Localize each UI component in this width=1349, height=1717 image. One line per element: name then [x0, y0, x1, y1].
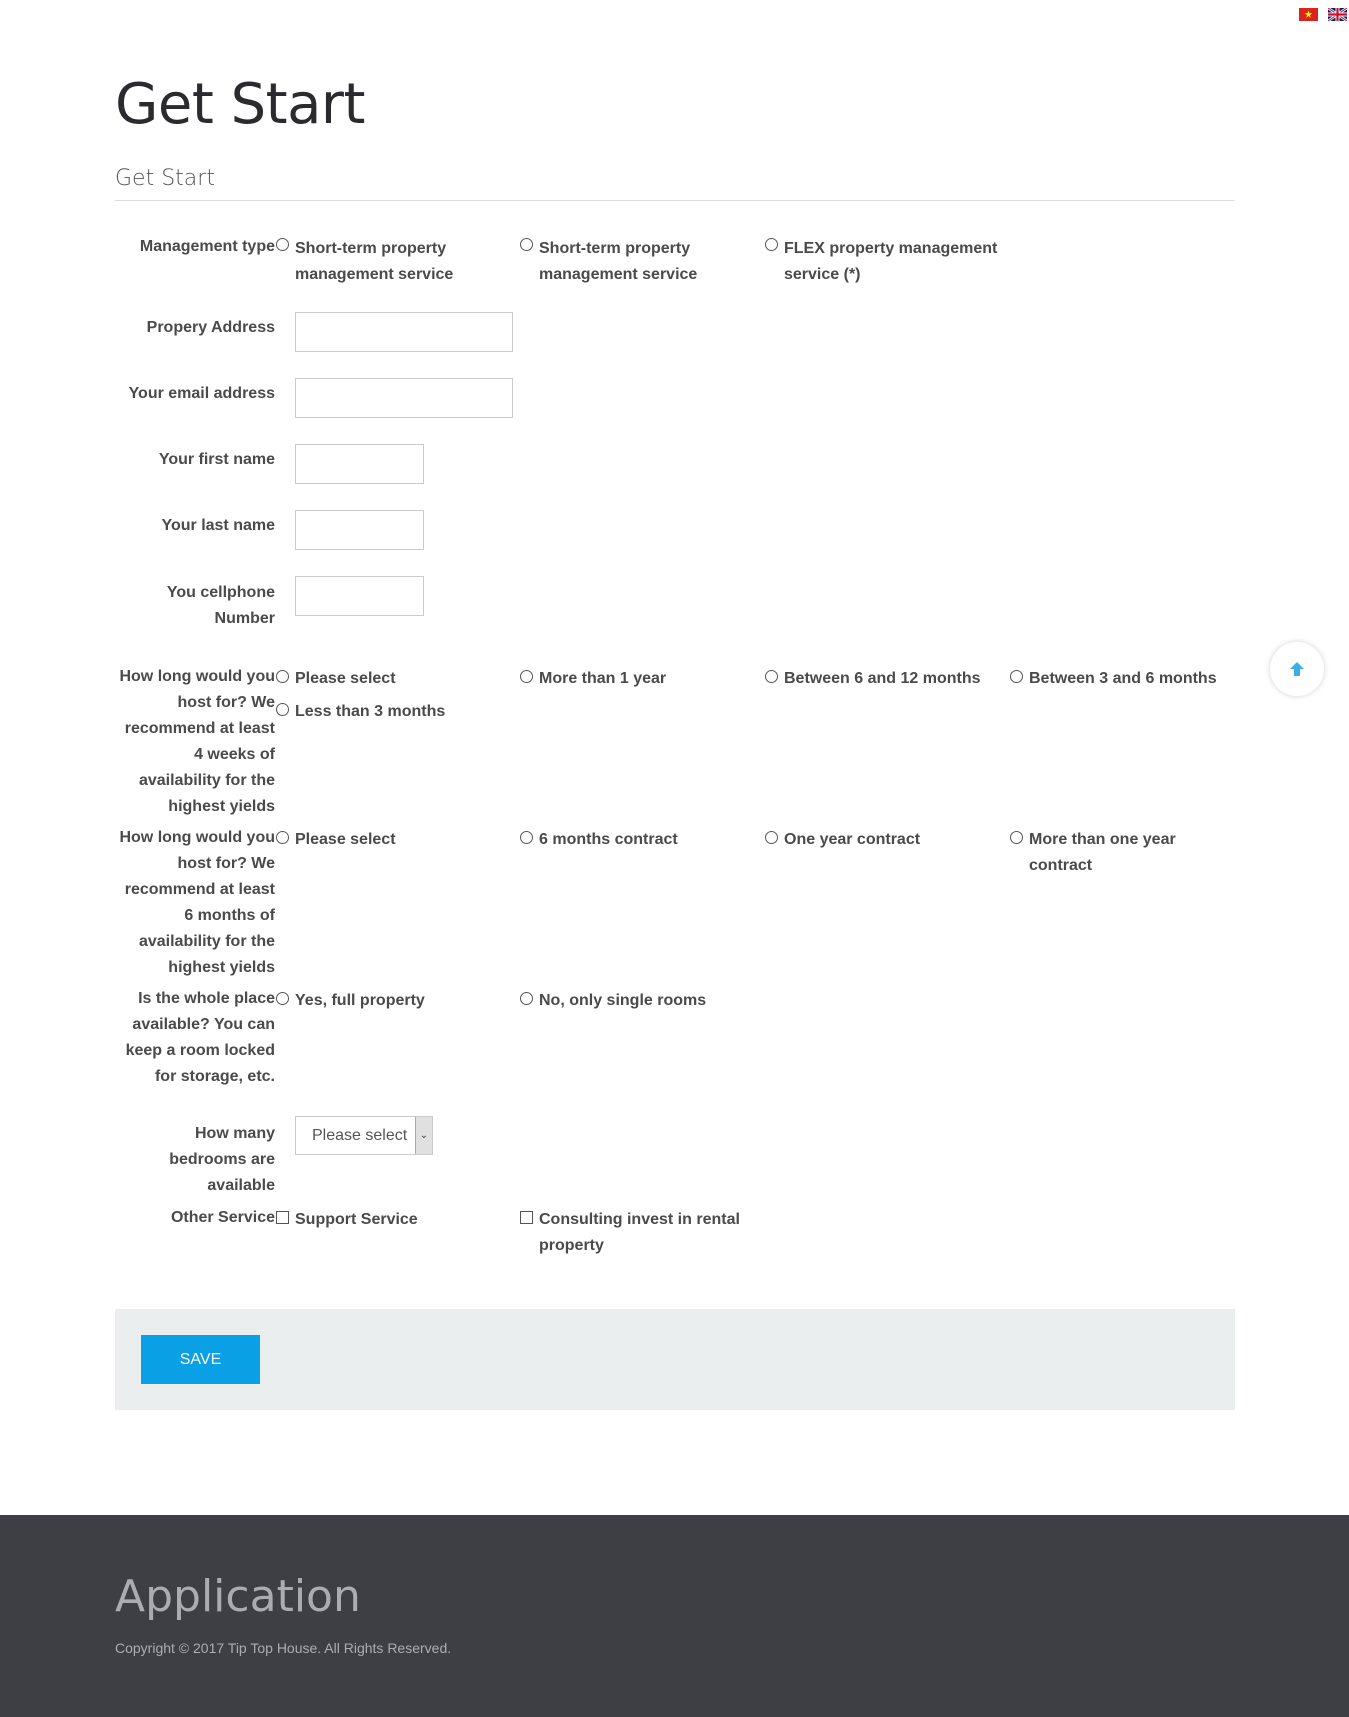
bedrooms-label: How many bedrooms are available — [169, 1125, 275, 1194]
host-short-option-3: Between 6 and 12 months — [784, 670, 981, 687]
footer — [0, 1515, 1349, 1717]
host-short-radio-2[interactable] — [520, 670, 533, 683]
host-short-radio-3[interactable] — [765, 670, 778, 683]
scroll-to-top-button[interactable] — [1270, 642, 1324, 696]
whole-place-radio-1[interactable] — [276, 992, 289, 1005]
first-name-label: Your first name — [158, 451, 275, 468]
vietnam-flag-icon[interactable] — [1299, 8, 1318, 21]
save-button[interactable]: SAVE — [141, 1335, 260, 1384]
management-type-option-3: FLEX property management service (*) — [784, 240, 998, 283]
bedrooms-select-value: Please select — [312, 1127, 408, 1144]
last-name-label: Your last name — [161, 517, 275, 534]
page-title: Get Start — [115, 72, 365, 137]
other-service-option-2: Consulting invest in rental property — [539, 1211, 740, 1254]
host-long-radio-1[interactable] — [276, 831, 289, 844]
management-type-option-2: Short-term property management service — [539, 240, 698, 283]
host-short-option-2: More than 1 year — [539, 670, 667, 687]
other-service-label: Other Service — [170, 1209, 275, 1226]
footer-copyright: Copyright © 2017 Tip Top House. All Rights Reserved. — [115, 1640, 452, 1656]
host-long-option-2: 6 months contract — [539, 831, 678, 848]
host-short-radio-1[interactable] — [276, 670, 289, 683]
host-long-option-4: More than one year contract — [1029, 831, 1176, 874]
whole-place-radio-2[interactable] — [520, 992, 533, 1005]
last-name-input[interactable] — [295, 510, 424, 550]
host-short-radio-5[interactable] — [276, 703, 289, 716]
first-name-input[interactable] — [295, 444, 424, 484]
management-type-radio-2[interactable] — [520, 238, 533, 251]
management-type-radio-1[interactable] — [276, 238, 289, 251]
footer-title: Application — [115, 1571, 361, 1622]
section-divider — [115, 200, 1235, 201]
host-short-option-5: Less than 3 months — [295, 703, 446, 720]
email-label: Your email address — [128, 385, 275, 402]
host-long-option-3: One year contract — [784, 831, 921, 848]
host-long-label: How long would you host for? We recommend at least 6 months of availability for the highest yields — [119, 829, 275, 976]
email-input[interactable] — [295, 378, 513, 418]
cellphone-input[interactable] — [295, 576, 424, 616]
form-actions — [115, 1309, 1235, 1410]
host-long-radio-3[interactable] — [765, 831, 778, 844]
host-long-option-1: Please select — [295, 831, 396, 848]
management-type-option-1: Short-term property management service — [295, 240, 454, 283]
whole-place-option-1: Yes, full property — [295, 992, 425, 1009]
other-service-checkbox-1[interactable] — [276, 1211, 289, 1224]
cellphone-label: You cellphone Number — [166, 584, 275, 627]
chevron-down-icon[interactable]: ⌄ — [415, 1117, 432, 1154]
host-long-radio-2[interactable] — [520, 831, 533, 844]
management-type-label: Management type — [139, 238, 275, 255]
language-switcher — [1299, 8, 1349, 21]
arrow-up-icon — [1287, 659, 1307, 679]
management-type-radio-3[interactable] — [765, 238, 778, 251]
whole-place-option-2: No, only single rooms — [539, 992, 707, 1009]
host-short-option-4: Between 3 and 6 months — [1029, 670, 1217, 687]
host-long-radio-4[interactable] — [1010, 831, 1023, 844]
bedrooms-select[interactable] — [295, 1116, 433, 1155]
property-address-label: Propery Address — [146, 319, 275, 336]
host-short-radio-4[interactable] — [1010, 670, 1023, 683]
property-address-input[interactable] — [295, 312, 513, 352]
other-service-option-1: Support Service — [295, 1211, 418, 1228]
other-service-checkbox-2[interactable] — [520, 1211, 533, 1224]
host-short-label: How long would you host for? We recommend at least 4 weeks of availability for the highest yields — [119, 668, 275, 815]
host-short-option-1: Please select — [295, 670, 396, 687]
section-title: Get Start — [115, 166, 215, 191]
uk-flag-icon[interactable] — [1328, 8, 1347, 21]
whole-place-label: Is the whole place available? You can keep a room locked for storage, etc. — [125, 990, 275, 1085]
